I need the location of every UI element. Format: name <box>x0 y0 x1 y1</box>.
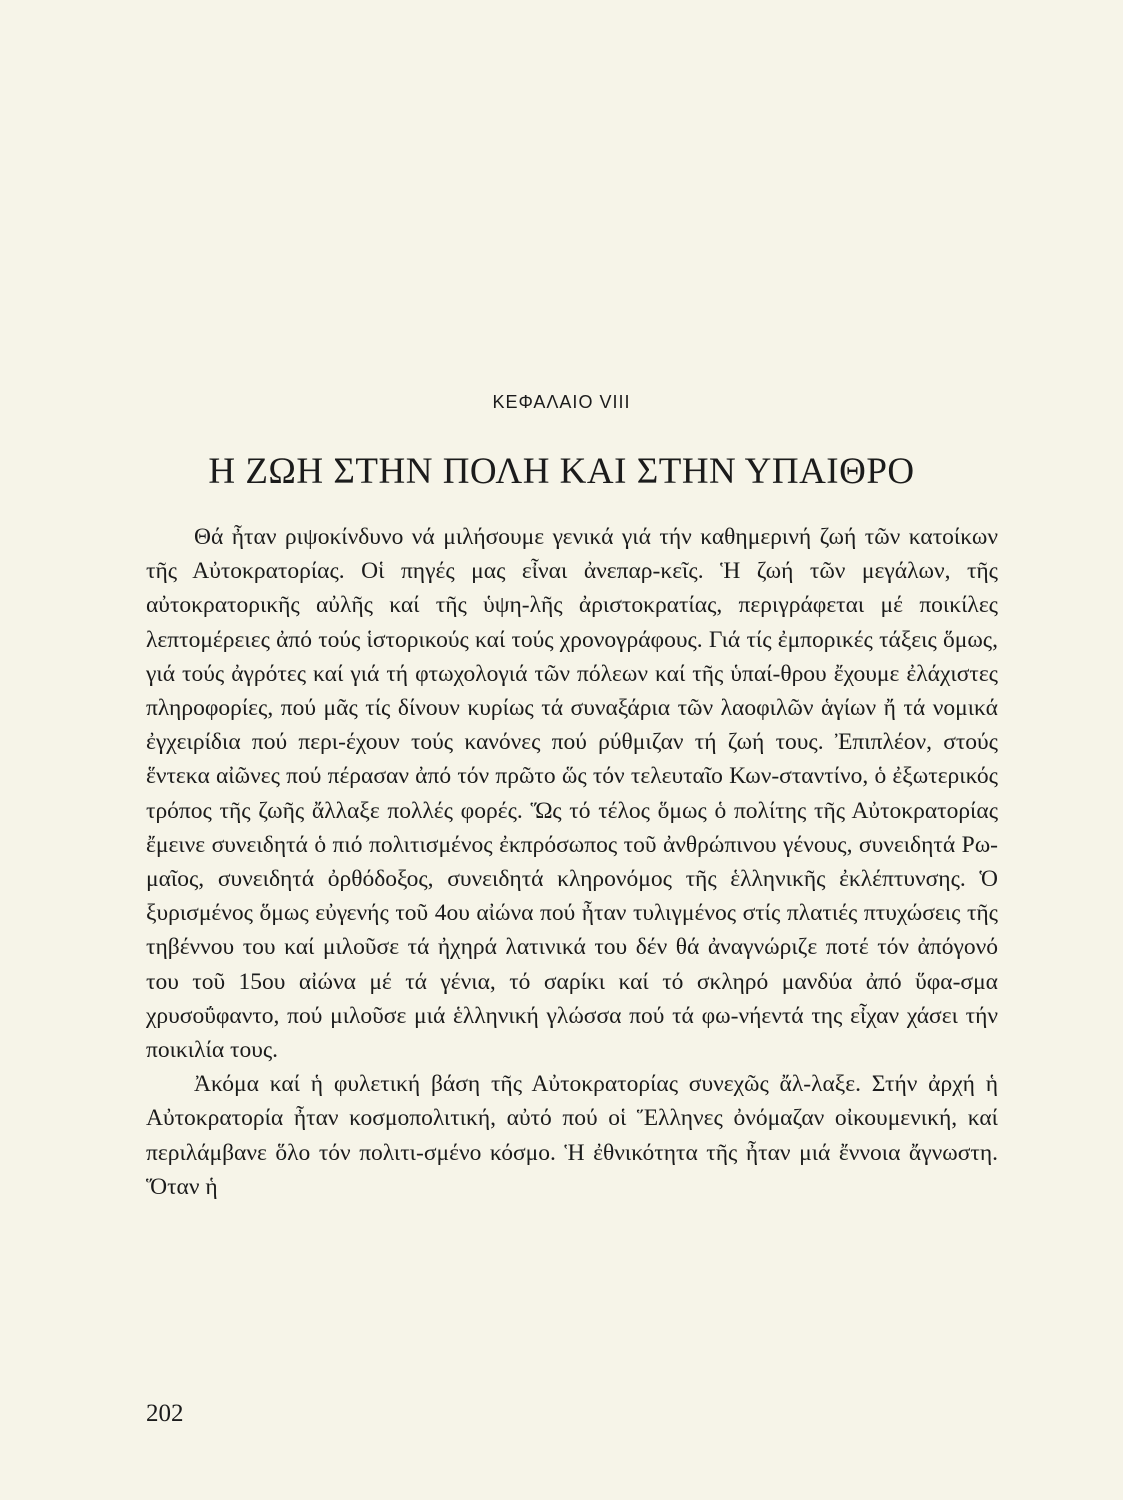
page-number: 202 <box>146 1400 184 1427</box>
chapter-title: Η ΖΩΗ ΣΤΗΝ ΠΟΛΗ ΚΑΙ ΣΤΗΝ ΥΠΑΙΘΡΟ <box>208 451 915 492</box>
paragraph: Θά ἦταν ριψοκίνδυνο νά μιλήσουμε γενικά γιά τήν καθημερινή ζωή τῶν κατοίκων τῆς Αὐτοκρατορίας. Οἱ πηγές μας εἶναι ἀνεπαρ-κεῖς. Ἡ ζωή τῶν μεγάλων, τῆς αὐτοκρατορικῆς αὐλῆς καί τῆς ὑψη-λῆς ἀριστοκρατίας, περιγράφεται μέ ποικίλες λεπτομέρειες ἀπό τούς ἱστορικούς καί τούς χρονογράφους. Γιά τίς ἐμπορικές τάξεις ὅμως, γιά τούς ἀγρότες καί γιά τή φτωχολογιά τῶν πόλεων καί τῆς ὑπαί-θρου ἔχουμε ἐλάχιστες πληροφορίες, πού μᾶς τίς δίνουν κυρίως τά συναξάρια τῶν λαοφιλῶν ἁγίων ἤ τά νομικά ἐγχειρίδια πού περι-έχουν τούς κανόνες πού ρύθμιζαν τή ζωή τους. Ἐπιπλέον, στούς ἕντεκα αἰῶνες πού πέρασαν ἀπό τόν πρῶτο ὥς τόν τελευταῖο Κων-σταντίνο, ὁ ἐξωτερικός τρόπος τῆς ζωῆς ἄλλαξε πολλές φορές. Ὥς τό τέλος ὅμως ὁ πολίτης τῆς Αὐτοκρατορίας ἔμεινε συνειδητά ὁ πιό πολιτισμένος ἐκπρόσωπος τοῦ ἀνθρώπινου γένους, συνειδητά Ρω-μαῖος, συνειδητά ὀρθόδοξος, συνειδητά κληρονόμος τῆς ἑλληνικῆς ἐκλέπτυνσης. Ὁ ξυρισμένος ὅμως εὐγενής τοῦ 4ου αἰώνα πού ἦταν τυλιγμένος στίς πλατιές πτυχώσεις τῆς τηβέννου του καί μιλοῦσε τά ἠχηρά λατινικά του δέν θά ἀναγνώριζε ποτέ τόν ἀπόγονό του τοῦ 15ου αἰώνα μέ τά γένια, τό σαρίκι καί τό σκληρό μανδύα ἀπό ὕφα-σμα χρυσοΰφαντο, πού μιλοῦσε μιά ἑλληνική γλώσσα πού τά φω-νήεντά της εἶχαν χάσει τήν ποικιλία τους. <box>146 524 998 1064</box>
chapter-label: ΚΕΦΑΛΑΙΟ VIII <box>492 392 631 412</box>
paragraph: Ἀκόμα καί ἡ φυλετική βάση τῆς Αὐτοκρατορίας συνεχῶς ἄλ-λαξε. Στήν ἀρχή ἡ Αὐτοκρατορία ἦταν κοσμοπολιτική, αὐτό πού οἱ Ἕλληνες ὀνόμαζαν οἰκουμενική, καί περιλάμβανε ὅλο τόν πολιτι-σμένο κόσμο. Ἡ ἐθνικότητα τῆς ἦταν μιά ἔννοια ἄγνωστη. Ὅταν ἡ <box>146 1071 998 1200</box>
body-text <box>146 520 998 1204</box>
